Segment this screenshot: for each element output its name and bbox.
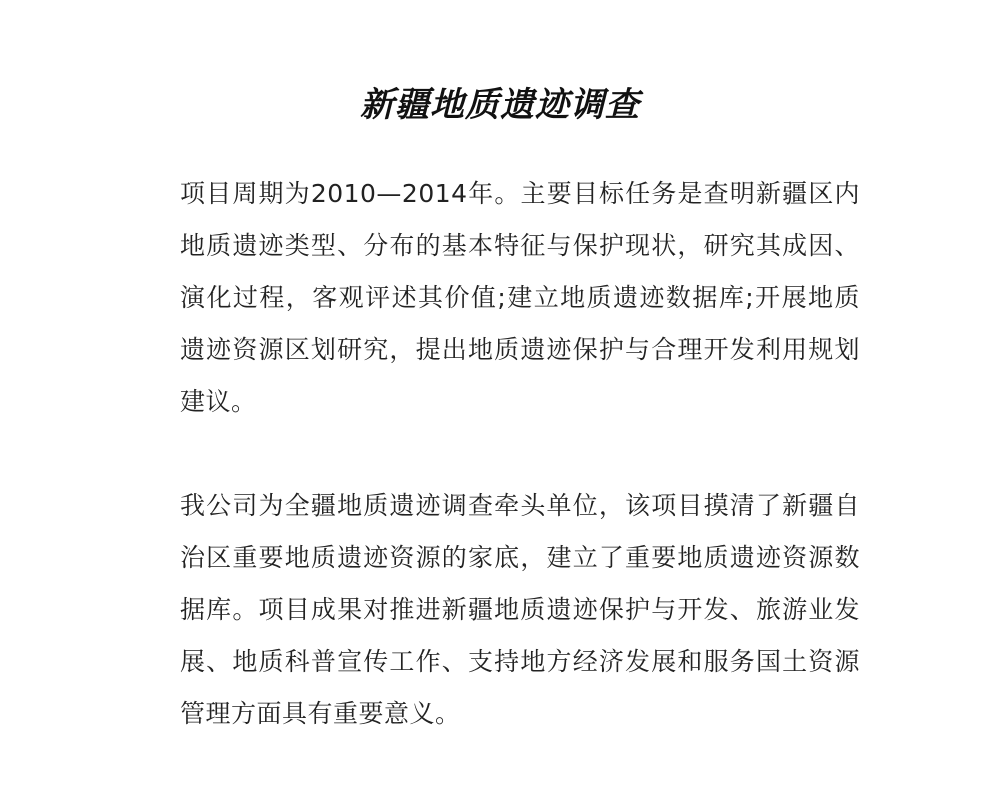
article-body [180,168,860,740]
page-title: 新疆地质遗迹调查 [360,85,640,125]
paragraph-company-role: 我公司为全疆地质遗迹调查牵头单位，该项目摸清了新疆自治区重要地质遗迹资源的家底，建立了重要地质遗迹资源数据库。项目成果对推进新疆地质遗迹保护与开发、旅游业发展、地质科普宣传工作、支持地方经济发展和服务国土资源管理方面具有重要意义。 [180,491,860,728]
paragraph-project-overview: 项目周期为2010—2014年。主要目标任务是查明新疆区内地质遗迹类型、分布的基本特征与保护现状，研究其成因、演化过程，客观评述其价值;建立地质遗迹数据库;开展地质遗迹资源区划研究，提出地质遗迹保护与合理开发利用规划建议。 [180,179,860,416]
